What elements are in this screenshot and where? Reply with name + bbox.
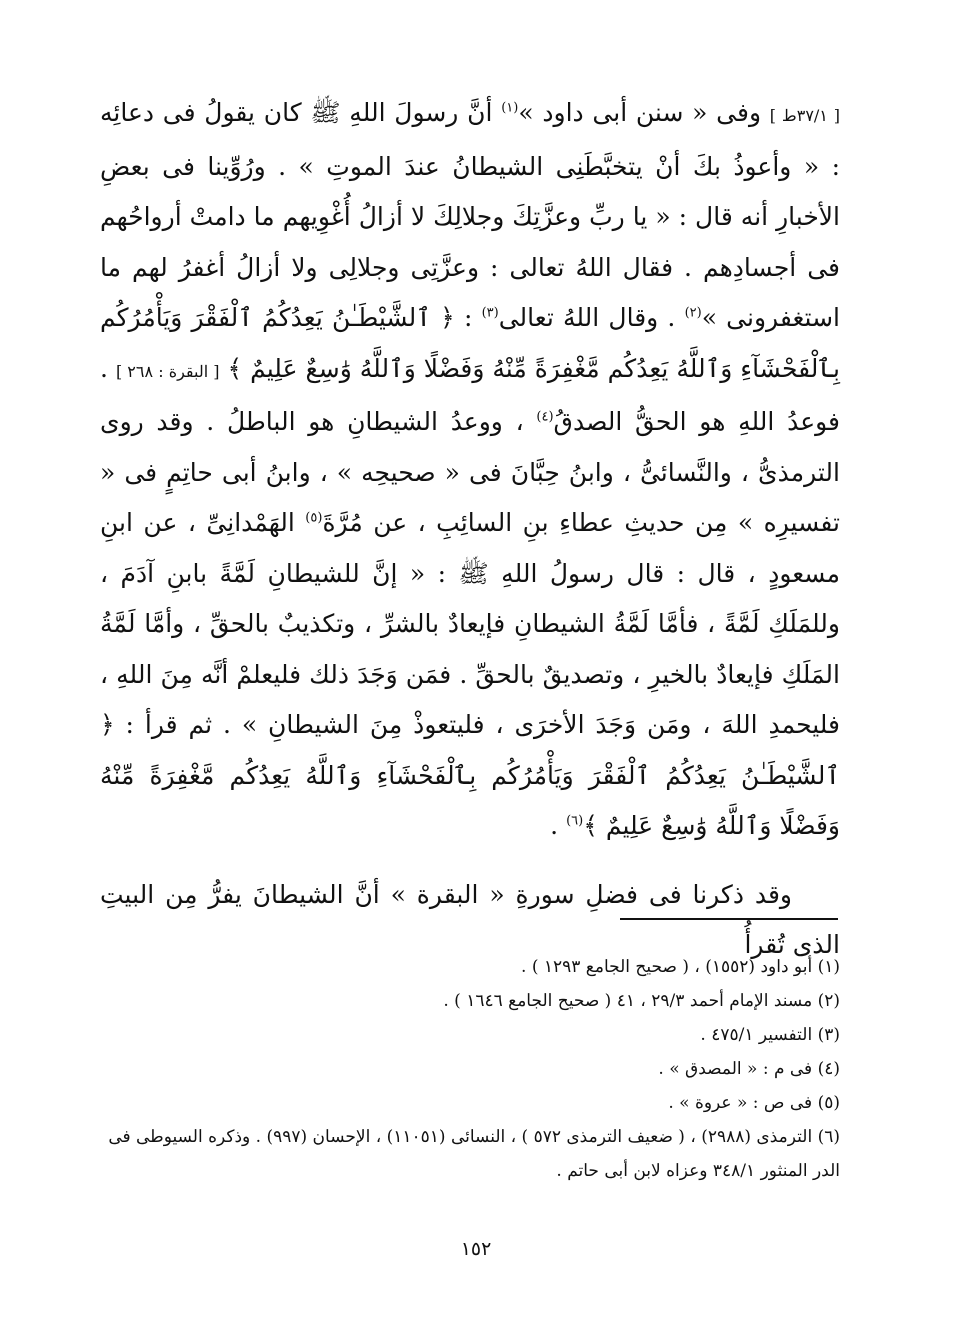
- text-segment: ، ووعدُ الشيطانِ هو الباطلُ . وقد روى الترمذىُّ ، والنَّسائىُّ ، وابنُ حِبَّانَ فى « صحيحِه » ، وابنُ أبى حاتِمٍ فى « تفسيرِه » مِن حديثِ عطاءِ بنِ السائِبِ ، عن مُرَّةَ: [100, 407, 840, 537]
- footnote-marker-3[interactable]: (٣): [481, 305, 499, 321]
- footnote-3: (٣) التفسير ٤٧٥/١ .: [700, 1025, 840, 1045]
- footnote-divider: [620, 918, 838, 920]
- text-segment: . وقال اللهُ تعالى: [498, 303, 676, 332]
- footnote-6: (٦) الترمذى (٢٩٨٨) ، ( ضعيف الترمذى ٥٧٢ ) ، النسائى (١١٠٥١) ، الإحسان (٩٩٧) . وذكره السيوطى فى الدر المنثور ٣٤٨/١ وعزاه لابن أبى حاتم .: [108, 1127, 840, 1181]
- manuscript-page-ref: [ ٣٧/١ط ]: [769, 106, 841, 125]
- quran-reference: [ البقرة : ٢٦٨ ]: [115, 361, 220, 381]
- footnote-5: (٥) فى ص : « عروة » .: [668, 1093, 840, 1113]
- paragraph-2: وقد ذكرنا فى فضلِ سورةِ « البقرة » أنَّ الشيطانَ يفرُّ مِن البيتِ الذى تُقرأُ: [100, 879, 840, 959]
- footnotes: [100, 950, 840, 1188]
- footnote-marker-6[interactable]: (٦): [566, 813, 584, 829]
- text-segment: وفى « سنن أبى داود »: [518, 98, 762, 127]
- footnote-2: (٢) مسند الإمام أحمد ٢٩/٣ ، ٤١ ( صحيح الجامع ١٦٤٦ ) .: [443, 991, 840, 1011]
- footnote-marker-4[interactable]: (٤): [536, 409, 554, 425]
- footnote-marker-2[interactable]: (٢): [684, 305, 702, 321]
- paragraph-1: [100, 88, 840, 852]
- footnote-4: (٤) فى م : « المصدق » .: [658, 1059, 840, 1079]
- quran-verse: : ﴿ ٱلشَّيْطَـٰنُ يَعِدُكُمُ ٱلْفَقْرَ وَيَأْمُرُكُم بِٱلْفَحْشَآءِ وَٱللَّهُ يَعِدُكُم مَّغْفِرَةً مِّنْهُ وَفَضْلًا وَٱللَّهُ وَٰسِعٌ عَلِيمٌ ﴾: [100, 303, 840, 383]
- text-segment: أنَّ رسولَ اللهِ ﷺ كان يقولُ فى دعائِه : « وأعوذُ بكَ أنْ يتخبَّطَنِى الشيطانُ عندَ الموتِ » . ورُوِّينا فى بعضِ الأخبارِ أنه قال : « يا ربِّ وعزَّتِكَ وجلالِكَ لا أزالُ أُغْوِيهم ما دامتْ أرواحُهم فى أجسادِهم . فقال اللهُ تعالى : وعزَّتِى وجلالِى ولا أزالُ أغفرُ لهم ما استغفرونى »: [100, 98, 840, 332]
- footnote-marker-5[interactable]: (٥): [305, 510, 323, 526]
- text-segment: الهَمْدانِىِّ ، عن ابنِ مسعودٍ ، قال : قال رسولُ اللهِ ﷺ : « إنَّ للشيطانِ لَمَّةً بابنِ آدَمَ ، وللمَلَكِ لَمَّةً ، فأمَّا لَمَّةُ الشيطانِ فإيعادٌ بالشرِّ ، وتكذيبٌ بالحقِّ ، وأمَّا لَمَّةُ المَلَكِ فإيعادٌ بالخيرِ ، وتصديقٌ بالحقِّ . فمَن وَجَدَ ذلك فليعلمْ أنَّه مِنَ اللهِ ، فليحمدِ اللهَ ، ومَن وَجَدَ الأخرَى ، فليتعوذْ مِنَ الشيطانِ » . ثم قرأ : ﴿ ٱلشَّيْطَـٰنُ يَعِدُكُمُ ٱلْفَقْرَ وَيَأْمُرُكُم بِٱلْفَحْشَآءِ وَٱللَّهُ يَعِدُكُم مَّغْفِرَةً مِّنْهُ وَفَضْلًا وَٱللَّهُ وَٰسِعٌ عَلِيمٌ ﴾: [100, 508, 840, 840]
- footnote-1: (١) أبو داود (١٥٥٢) ، ( صحيح الجامع ١٢٩٣ ) .: [521, 957, 840, 977]
- footnote-marker-1[interactable]: (١): [501, 100, 519, 116]
- text-segment: . فوعدُ اللهِ هو الحقُّ الصدقُ: [100, 353, 840, 436]
- page-number: ١٥٢: [460, 1238, 492, 1260]
- main-text: [100, 88, 840, 971]
- text-segment: .: [550, 811, 559, 840]
